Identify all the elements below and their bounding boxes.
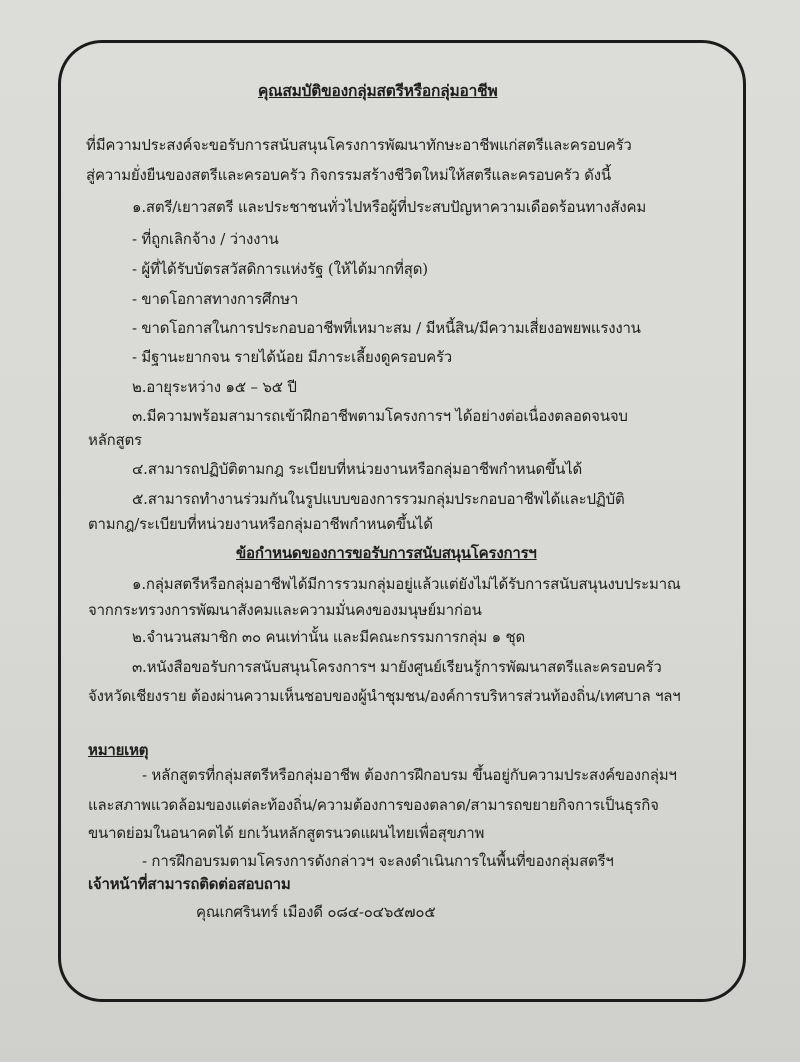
requirement-2: ๒.จำนวนสมาชิก ๓๐ คนเท่านั้น และมีคณะกรรมการกลุ่ม ๑ ชุด [132,628,526,646]
note-heading: หมายเหตุ [88,741,149,759]
qualification-1-sub-1: - ที่ถูกเลิกจ้าง / ว่างงาน [132,230,279,248]
note-1-cont-2: ขนาดย่อมในอนาคตได้ ยกเว้นหลักสูตรนวดแผนไทยเพื่อสุขภาพ [88,824,485,842]
requirement-1: ๑.กลุ่มสตรีหรือกลุ่มอาชีพได้มีการรวมกลุ่มอยู่แล้วแต่ยังไม่ได้รับการสนับสนุนงบประมาณ [132,575,681,593]
qualification-5-cont: ตามกฎ/ระเบียบที่หน่วยงานหรือกลุ่มอาชีพกำหนดขึ้นได้ [88,515,433,533]
document-title: คุณสมบัติของกลุ่มสตรีหรือกลุ่มอาชีพ [258,81,498,100]
contact-person-phone: คุณเกศรินทร์ เมืองดี ๐๘๔-๐๔๖๕๗๐๕ [196,903,436,921]
qualification-1-sub-4: - ขาดโอกาสในการประกอบอาชีพที่เหมาะสม / มีหนี้สิน/มีความเสี่ยงอพยพแรงงาน [132,319,641,337]
contact-heading: เจ้าหน้าที่สามารถติดต่อสอบถาม [88,875,291,893]
qualification-1-sub-3: - ขาดโอกาสทางการศึกษา [132,290,299,308]
requirement-3: ๓.หนังสือขอรับการสนับสนุนโครงการฯ มายังศูนย์เรียนรู้การพัฒนาสตรีและครอบครัว [132,658,662,676]
qualification-1-sub-5: - มีฐานะยากจน รายได้น้อย มีภาระเลี้ยงดูครอบครัว [132,348,453,366]
requirement-3-cont: จังหวัดเชียงราย ต้องผ่านความเห็นชอบของผู้นำชุมชน/องค์การบริหารส่วนท้องถิ่น/เทศบาล ฯลฯ [88,687,681,705]
requirement-1-cont: จากกระทรวงการพัฒนาสังคมและความมั่นคงของมนุษย์มาก่อน [88,601,482,619]
qualification-3-cont: หลักสูตร [88,431,142,449]
note-2: - การฝึกอบรมตามโครงการดังกล่าวฯ จะลงดำเนินการในพื้นที่ของกลุ่มสตรีฯ [142,852,614,870]
note-1: - หลักสูตรที่กลุ่มสตรีหรือกลุ่มอาชีพ ต้องการฝึกอบรม ขึ้นอยู่กับความประสงค์ของกลุ่มฯ [142,766,677,784]
qualification-5: ๕.สามารถทำงานร่วมกันในรูปแบบของการรวมกลุ่มประกอบอาชีพได้และปฏิบัติ [132,490,625,508]
intro-line-1: ที่มีความประสงค์จะขอรับการสนับสนุนโครงการพัฒนาทักษะอาชีพแก่สตรีและครอบครัว [86,136,632,154]
qualification-1: ๑.สตรี/เยาวสตรี และประชาชนทั่วไปหรือผู้ที่ประสบปัญหาความเดือดร้อนทางสังคม [132,198,647,216]
qualification-3: ๓.มีความพร้อมสามารถเข้าฝึกอาชีพตามโครงการฯ ได้อย่างต่อเนื่องตลอดจนจบ [132,407,628,425]
requirements-heading: ข้อกำหนดของการขอรับการสนับสนุนโครงการฯ [236,544,537,562]
qualification-4: ๔.สามารถปฏิบัติตามกฎ ระเบียบที่หน่วยงานหรือกลุ่มอาชีพกำหนดขึ้นได้ [132,460,583,478]
qualification-2: ๒.อายุระหว่าง ๑๕ – ๖๕ ปี [132,378,297,396]
qualification-1-sub-2: - ผู้ที่ได้รับบัตรสวัสดิการแห่งรัฐ (ให้ได้มากที่สุด) [132,260,428,278]
intro-line-2: สู่ความยั่งยืนของสตรีและครอบครัว กิจกรรมสร้างชีวิตใหม่ให้สตรีและครอบครัว ดังนี้ [86,166,611,184]
note-1-cont-1: และสภาพแวดล้อมของแต่ละท้องถิ่น/ความต้องการของตลาด/สามารถขยายกิจการเป็นธุรกิจ [88,796,659,814]
